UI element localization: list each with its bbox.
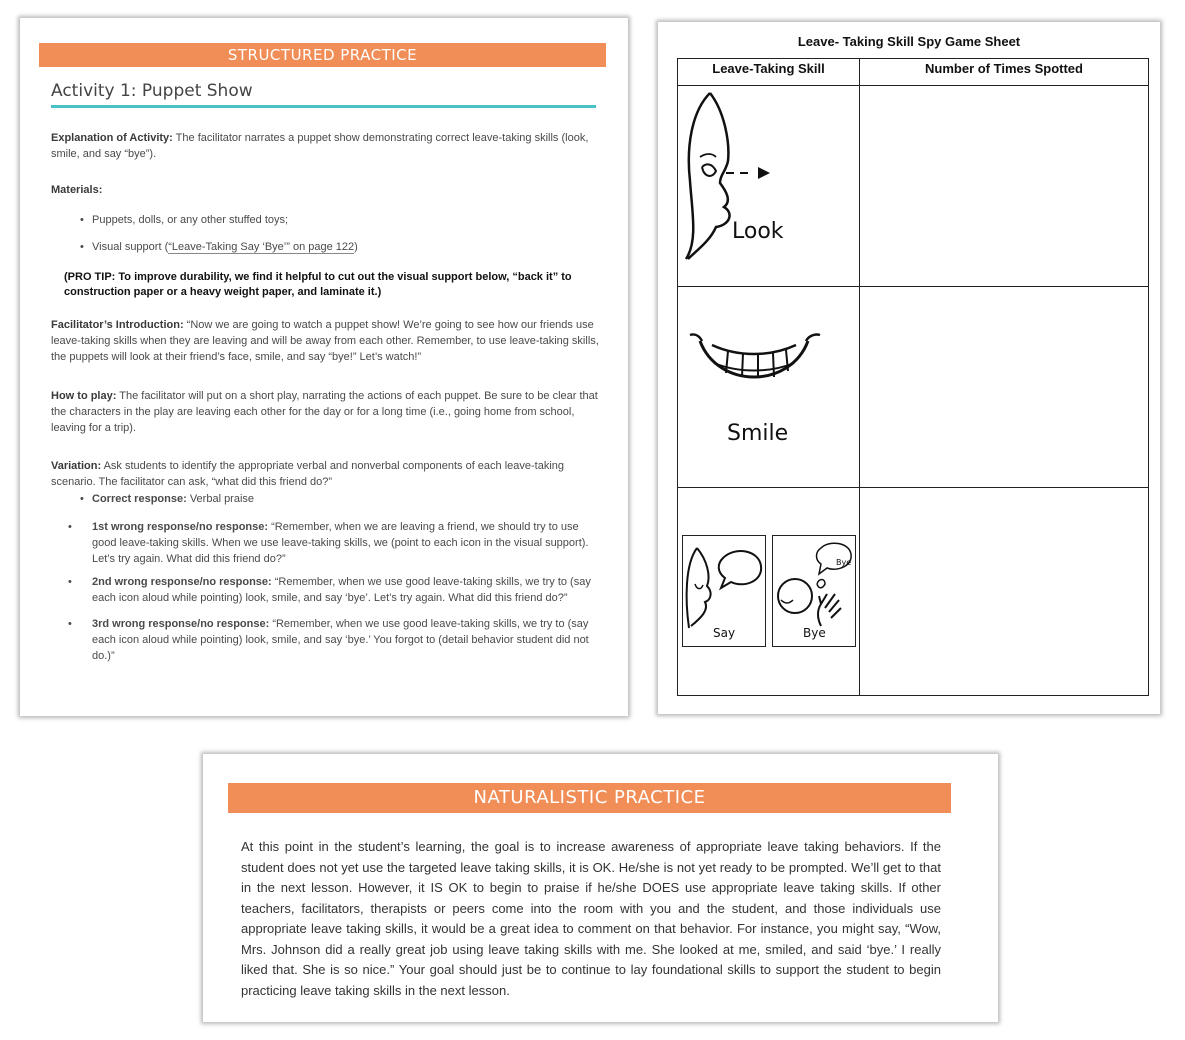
materials-heading (51, 182, 599, 198)
page-reference-link[interactable]: “Leave-Taking Say ‘Bye’” on page 122 (168, 241, 355, 253)
response-text: “Remember, when we use good leave-taking skills, we try to (say each icon aloud while pointing) look, smile, and say ‘bye’. Let’s try again. What did this friend do?” (92, 576, 591, 604)
introduction-label: Facilitator’s Introduction: (51, 319, 184, 331)
bullet-dot-icon: • (68, 576, 72, 588)
variation-paragraph (51, 458, 599, 490)
how-to-play-text: The facilitator will put on a short play, narrating the actions of each puppet. Be sure to be clear that the characters in the play are leaving each other for the day or for a long time (i.e., going home from school, leaving for a trip). (51, 390, 598, 434)
bye-icon (773, 538, 855, 630)
response-label: 1st wrong response/no response: (92, 521, 269, 533)
variation-label: Variation: (51, 460, 102, 472)
response-label: Correct response: (92, 493, 187, 505)
bye-label: Bye (803, 626, 826, 640)
bye-card (772, 535, 856, 647)
pro-tip: (PRO TIP: To improve durability, we find it helpful to cut out the visual support below, “back it” to construction paper or a heavy weight paper, and laminate it.) (64, 271, 572, 298)
materials-label: Materials: (51, 184, 103, 196)
response-label: 2nd wrong response/no response: (92, 576, 272, 588)
header-times-spotted: Number of Times Spotted (925, 61, 1083, 76)
table-row-divider (678, 487, 1148, 488)
explanation-text: The facilitator narrates a puppet show demonstrating correct leave-taking skills (look, smile, and say “bye”). (51, 132, 589, 160)
materials-item-text: Puppets, dolls, or any other stuffed toys; (92, 214, 289, 226)
table-row-divider (678, 85, 1148, 86)
response-label: 3rd wrong response/no response: (92, 618, 270, 630)
response-item (80, 491, 585, 507)
response-item (68, 519, 597, 567)
explanation-paragraph (51, 130, 599, 162)
say-icon (683, 540, 765, 630)
spy-game-sheet-page (658, 22, 1160, 714)
bullet-dot-icon: • (68, 521, 72, 533)
bullet-dot-icon: • (80, 241, 84, 253)
explanation-label: Explanation of Activity: (51, 132, 173, 144)
how-to-play-label: How to play: (51, 390, 117, 402)
table-column-divider (859, 59, 860, 695)
response-text: Verbal praise (186, 493, 255, 505)
materials-item (80, 212, 600, 228)
smile-icon (688, 329, 823, 394)
introduction-text: “Now we are going to watch a puppet show! We’re going to see how our friends use leave-taking skills when they are leaving and will be away from each other. Remember, to use leave-taking skills, the puppets will look at their friend’s face, smile, and say “bye!” Let’s watch!” (51, 319, 599, 363)
materials-item (80, 239, 600, 255)
bullet-dot-icon: • (80, 214, 84, 226)
introduction-paragraph (51, 317, 599, 365)
bullet-dot-icon: • (68, 618, 72, 630)
say-card (682, 535, 766, 647)
bullet-dot-icon: • (80, 493, 84, 505)
smile-label: Smile (727, 421, 789, 446)
structured-practice-banner: STRUCTURED PRACTICE (39, 43, 606, 67)
table-row-divider (678, 286, 1148, 287)
variation-text: Ask students to identify the appropriate verbal and nonverbal components of each leave-taking scenario. The facilitator can ask, “what did this friend do?” (51, 460, 565, 488)
sheet-title: Leave- Taking Skill Spy Game Sheet (797, 34, 1021, 49)
look-label: Look (732, 219, 784, 244)
spy-game-table (677, 58, 1149, 696)
how-to-play-paragraph (51, 388, 599, 436)
naturalistic-practice-page (203, 754, 998, 1022)
say-label: Say (713, 626, 736, 640)
header-skill: Leave-Taking Skill (712, 61, 825, 76)
structured-practice-page (20, 18, 628, 716)
response-text: “Remember, when we use good leave-taking skills, we try to (say each icon aloud while pointing) look, smile, and say ‘bye.’ You forgot to (detail behavior student did not do.)” (92, 618, 589, 662)
response-item (68, 616, 597, 664)
response-item (68, 574, 597, 606)
bye-bubble-text: Bye (836, 558, 852, 567)
response-text: “Remember, when we are leaving a friend, we should try to use good leave-taking skills. When we use leave-taking skills, we (point to each icon in the visual support). Let’s try again. What did this friend do?” (92, 521, 589, 565)
materials-item-text: Visual support ( (92, 241, 169, 253)
naturalistic-practice-text: At this point in the student’s learning, the goal is to increase awareness of appropriate leave taking behaviors. If the student does not yet use the targeted leave taking skills, it is OK. He/she is not yet ready to be prompted. We’ll get to that in the next lesson. However, it IS OK to begin to praise if he/she DOES use appropriate leave taking skills. If other teachers, facilitators, therapists or peers come into the room with you and the student, and those individuals use appropriate leave taking skills, it would be a great idea to comment on that behavior. For instance, you might say, “Wow, Mrs. Johnson did a really great job using leave taking skills with me. She looked at me, smiled, and said ‘bye.’ I really liked that. She is so nice.” Your goal should just be to continue to lay foundational skills to support the student to begin practicing leave taking skills in the next lesson. (241, 839, 941, 998)
naturalistic-practice-banner: NATURALISTIC PRACTICE (228, 783, 951, 813)
activity-title: Activity 1: Puppet Show (51, 81, 596, 108)
materials-item-text-end: ) (354, 241, 358, 253)
